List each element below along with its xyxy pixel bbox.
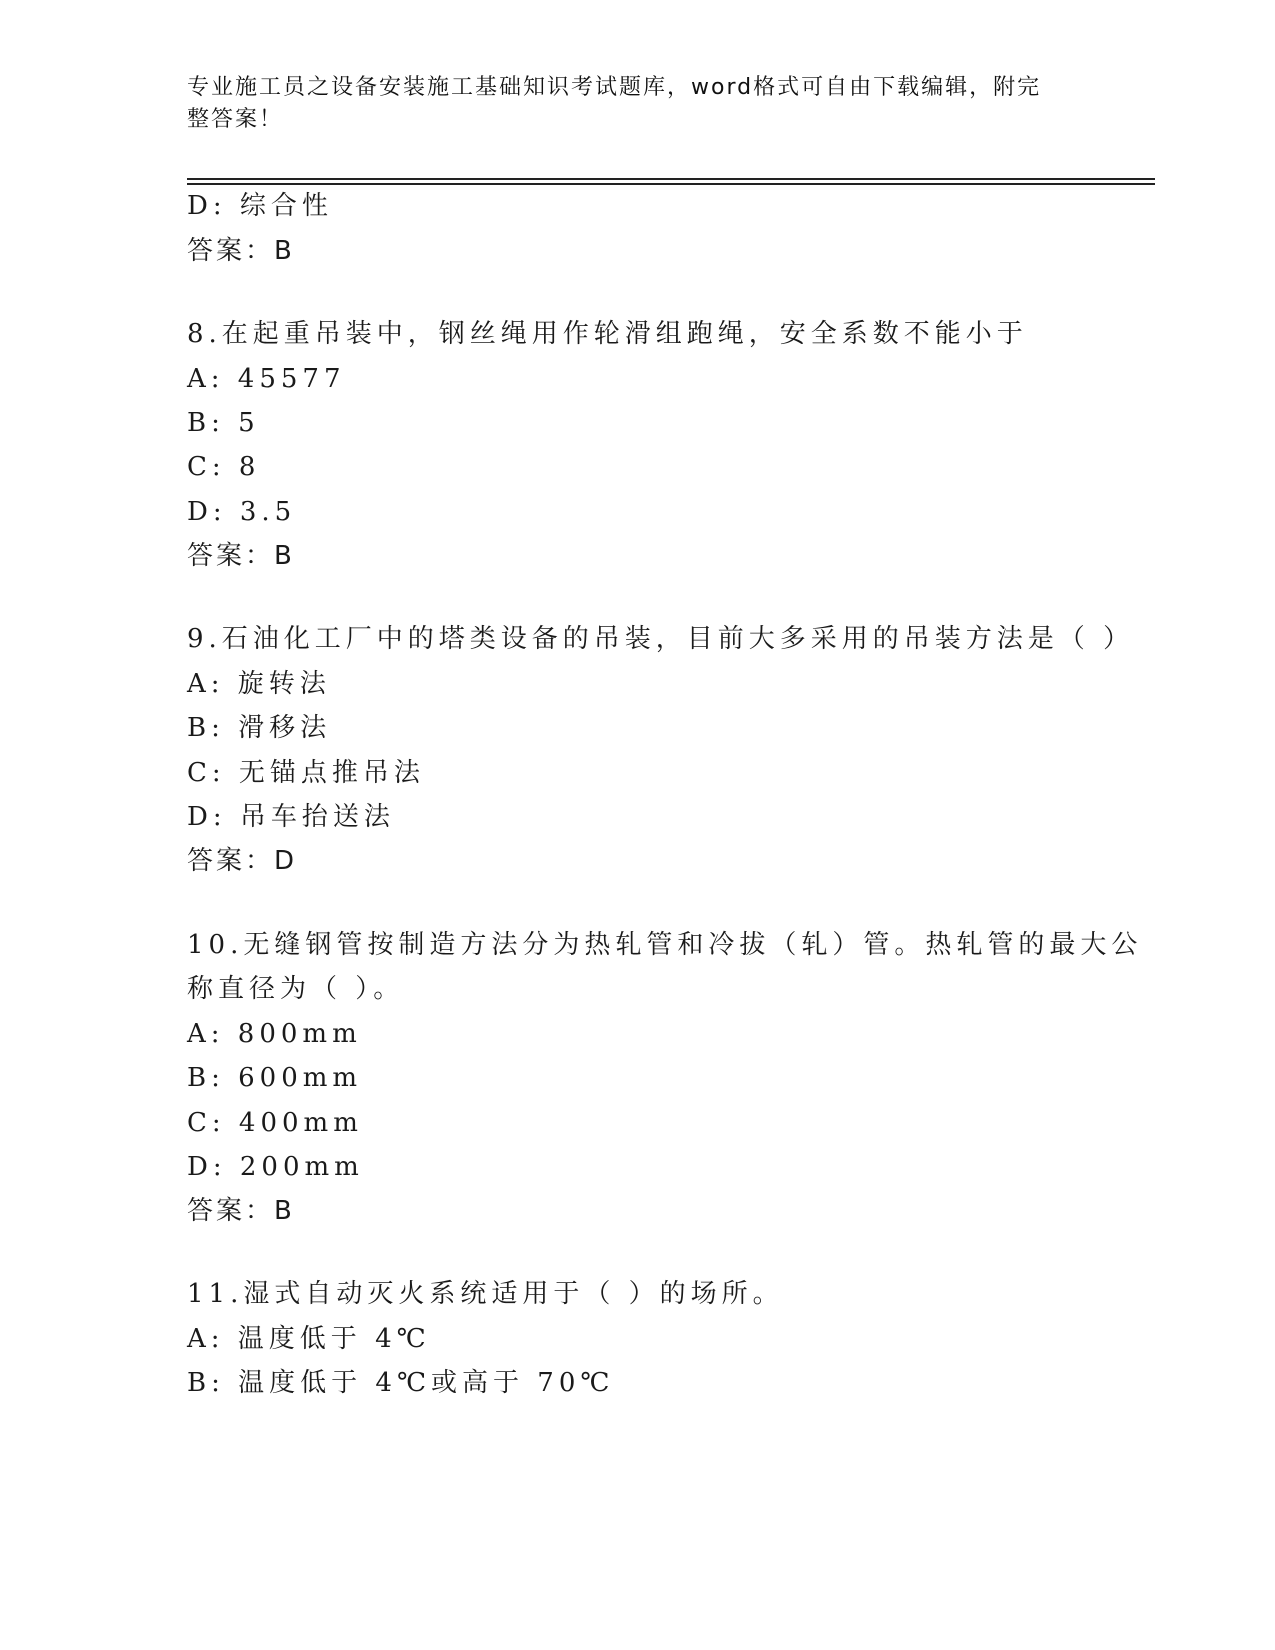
header-divider-top	[187, 178, 1155, 180]
prev-option-d: D: 综合性	[187, 191, 333, 221]
question-8-option-a: A: 45577	[187, 364, 346, 394]
question-9-option-c: C: 无锚点推吊法	[187, 758, 425, 788]
question-9-answer: 答案：D	[187, 846, 298, 876]
question-10-answer: 答案：B	[187, 1196, 295, 1226]
question-8-option-c: C: 8	[187, 452, 261, 482]
header-divider-bottom	[187, 183, 1155, 185]
question-10-option-d: D: 200mm	[187, 1152, 364, 1182]
question-9-option-a: A: 旋转法	[187, 669, 331, 699]
question-8-answer: 答案：B	[187, 541, 295, 571]
question-8-option-b: B: 5	[187, 408, 260, 438]
question-8-stem: 8.在起重吊装中，钢丝绳用作轮滑组跑绳，安全系数不能小于	[187, 319, 1028, 349]
question-9-option-d: D: 吊车抬送法	[187, 802, 395, 832]
question-10-stem-line-1: 10.无缝钢管按制造方法分为热轧管和冷拔（轧）管。热轧管的最大公	[187, 930, 1143, 960]
question-10-stem-line-2: 称直径为（ ）。	[187, 974, 405, 1004]
header-line-1: 专业施工员之设备安装施工基础知识考试题库，word格式可自由下载编辑，附完	[187, 75, 1042, 100]
question-10-option-a: A: 800mm	[187, 1019, 362, 1049]
question-11-stem: 11.湿式自动灭火系统适用于（ ）的场所。	[187, 1279, 784, 1309]
question-11-option-b: B: 温度低于 4℃或高于 70℃	[187, 1368, 615, 1398]
question-11-option-a: A: 温度低于 4℃	[187, 1324, 431, 1354]
page-header	[187, 72, 1087, 136]
question-10-option-c: C: 400mm	[187, 1108, 363, 1138]
prev-answer: 答案：B	[187, 236, 295, 266]
header-line-2: 整答案！	[187, 107, 284, 132]
question-9-option-b: B: 滑移法	[187, 713, 332, 743]
question-8-option-d: D: 3.5	[187, 497, 297, 527]
question-9-stem: 9.石油化工厂中的塔类设备的吊装，目前大多采用的吊装方法是（ ）	[187, 624, 1135, 654]
question-10-option-b: B: 600mm	[187, 1063, 363, 1093]
